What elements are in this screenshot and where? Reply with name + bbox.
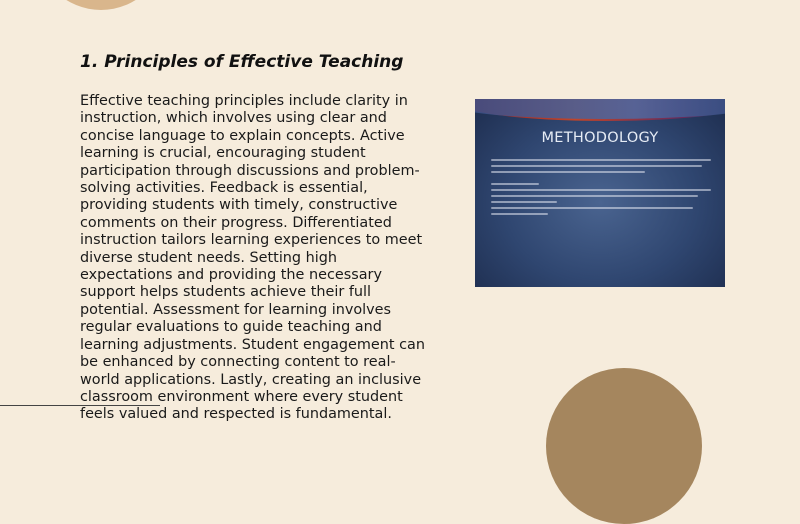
slide-blurred-text — [491, 159, 711, 219]
divider-line — [0, 405, 160, 406]
decorative-circle-top — [36, 0, 166, 10]
slide-decorative-band-inner — [475, 99, 725, 119]
methodology-slide-image — [475, 99, 725, 287]
body-paragraph: Effective teaching principles include clarity in instruction, which involves using clear and concise language to explain concepts. Active learning is crucial, encouraging student participation through discussions and problem-solving activities. Feedback is essential, providing students with timely, constructive comments on their progress. Differentiated instruction tailors learning experiences to meet diverse student needs. Setting high expectations and providing the necessary support helps students achieve their full potential. Assessment for learning involves regular evaluations to guide teaching and learning adjustments. Student engagement can be enhanced by connecting content to real-world applications. Lastly, creating an inclusive classroom environment where every student feels valued and respected is fundamental. — [80, 93, 425, 423]
slide-title: METHODOLOGY — [541, 130, 659, 146]
section-heading: 1. Principles of Effective Teaching — [80, 52, 404, 72]
decorative-circle-bottom — [546, 368, 702, 524]
